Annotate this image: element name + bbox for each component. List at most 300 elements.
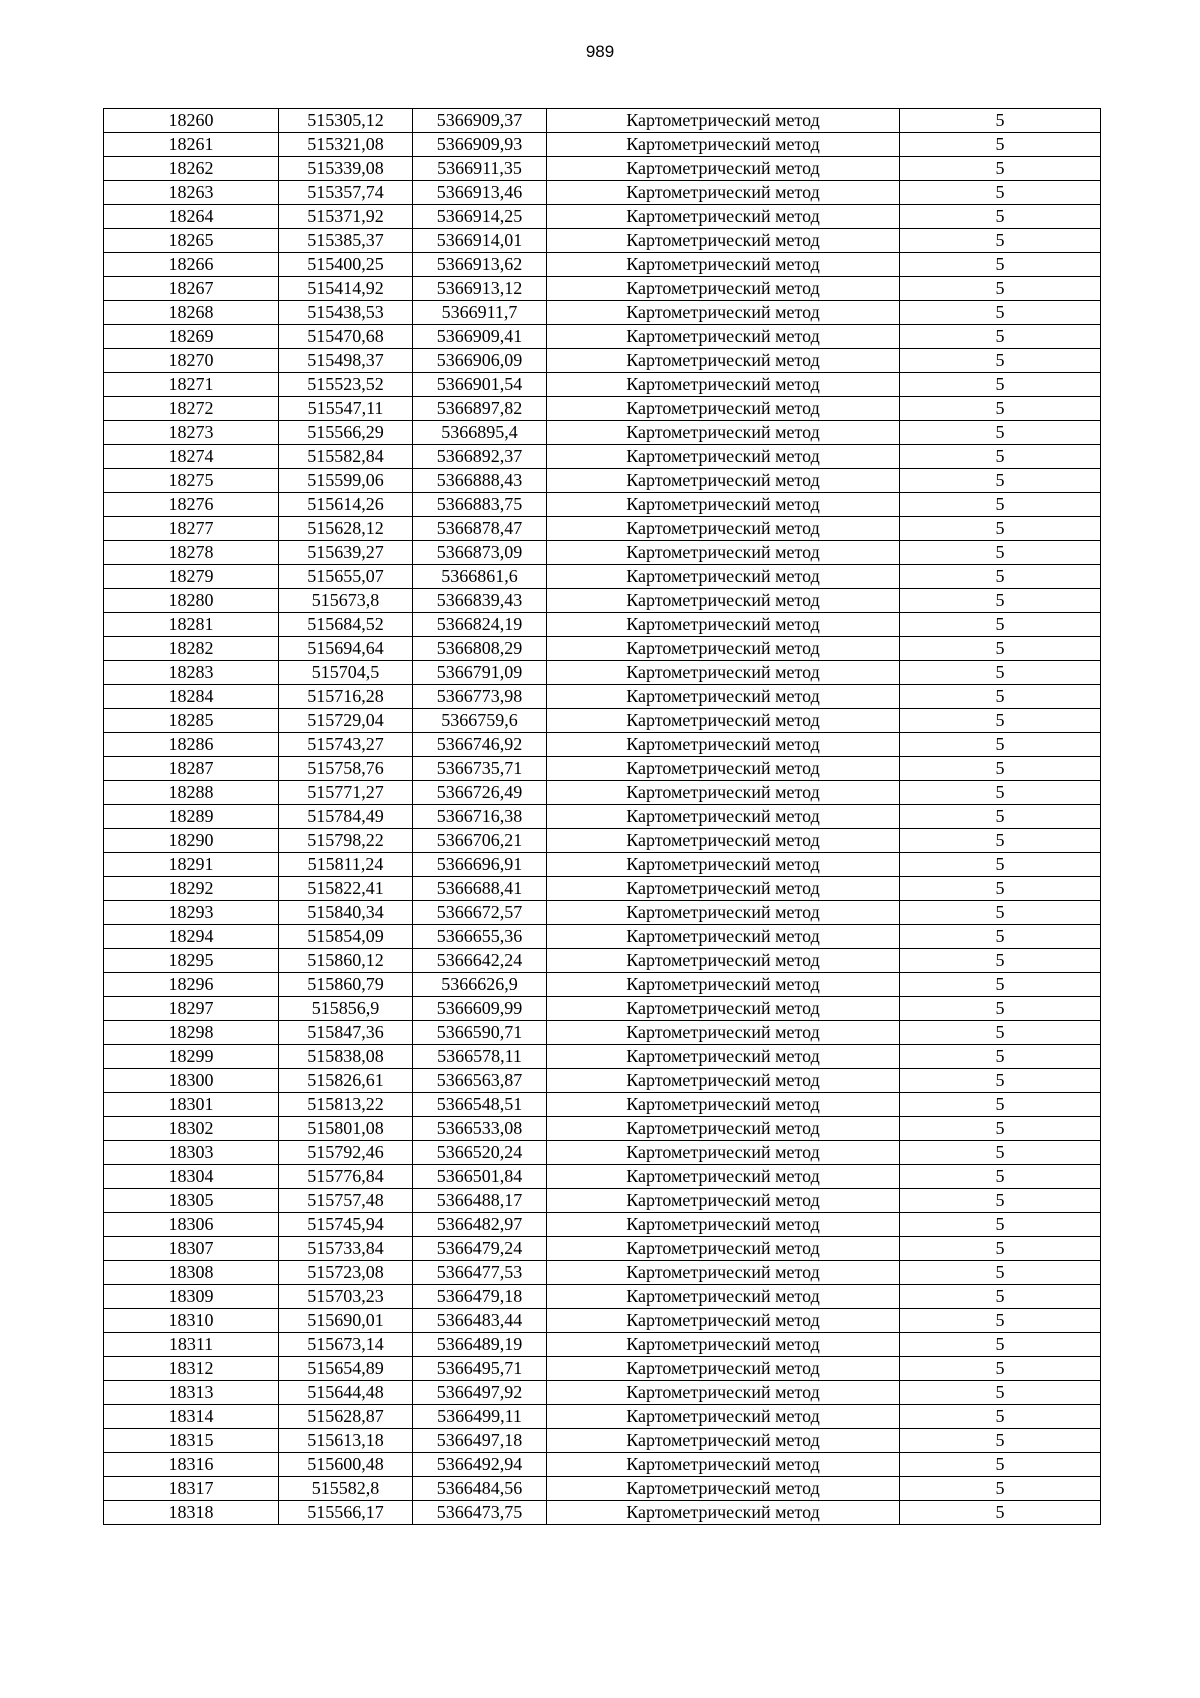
point-number-cell: 18286 xyxy=(104,733,279,757)
x-coordinate-cell: 515400,25 xyxy=(279,253,413,277)
method-cell: Картометрический метод xyxy=(547,1045,900,1069)
accuracy-cell: 5 xyxy=(900,1261,1101,1285)
y-coordinate-cell: 5366773,98 xyxy=(413,685,547,709)
point-number-cell: 18298 xyxy=(104,1021,279,1045)
accuracy-cell: 5 xyxy=(900,1405,1101,1429)
table-row xyxy=(104,1309,1101,1333)
accuracy-cell: 5 xyxy=(900,517,1101,541)
coordinates-table xyxy=(103,108,1101,1525)
x-coordinate-cell: 515703,23 xyxy=(279,1285,413,1309)
y-coordinate-cell: 5366913,62 xyxy=(413,253,547,277)
point-number-cell: 18273 xyxy=(104,421,279,445)
table-row xyxy=(104,1117,1101,1141)
table-row xyxy=(104,877,1101,901)
method-cell: Картометрический метод xyxy=(547,397,900,421)
accuracy-cell: 5 xyxy=(900,733,1101,757)
accuracy-cell: 5 xyxy=(900,1453,1101,1477)
table-row xyxy=(104,901,1101,925)
x-coordinate-cell: 515822,41 xyxy=(279,877,413,901)
accuracy-cell: 5 xyxy=(900,325,1101,349)
x-coordinate-cell: 515523,52 xyxy=(279,373,413,397)
accuracy-cell: 5 xyxy=(900,1237,1101,1261)
y-coordinate-cell: 5366520,24 xyxy=(413,1141,547,1165)
accuracy-cell: 5 xyxy=(900,493,1101,517)
point-number-cell: 18260 xyxy=(104,109,279,133)
y-coordinate-cell: 5366878,47 xyxy=(413,517,547,541)
point-number-cell: 18283 xyxy=(104,661,279,685)
x-coordinate-cell: 515655,07 xyxy=(279,565,413,589)
x-coordinate-cell: 515694,64 xyxy=(279,637,413,661)
table-row xyxy=(104,445,1101,469)
x-coordinate-cell: 515339,08 xyxy=(279,157,413,181)
accuracy-cell: 5 xyxy=(900,925,1101,949)
x-coordinate-cell: 515840,34 xyxy=(279,901,413,925)
accuracy-cell: 5 xyxy=(900,565,1101,589)
y-coordinate-cell: 5366688,41 xyxy=(413,877,547,901)
y-coordinate-cell: 5366883,75 xyxy=(413,493,547,517)
table-row xyxy=(104,637,1101,661)
method-cell: Картометрический метод xyxy=(547,1021,900,1045)
x-coordinate-cell: 515357,74 xyxy=(279,181,413,205)
method-cell: Картометрический метод xyxy=(547,637,900,661)
method-cell: Картометрический метод xyxy=(547,421,900,445)
table-row xyxy=(104,853,1101,877)
method-cell: Картометрический метод xyxy=(547,253,900,277)
x-coordinate-cell: 515757,48 xyxy=(279,1189,413,1213)
point-number-cell: 18305 xyxy=(104,1189,279,1213)
x-coordinate-cell: 515470,68 xyxy=(279,325,413,349)
y-coordinate-cell: 5366489,19 xyxy=(413,1333,547,1357)
y-coordinate-cell: 5366477,53 xyxy=(413,1261,547,1285)
accuracy-cell: 5 xyxy=(900,397,1101,421)
point-number-cell: 18307 xyxy=(104,1237,279,1261)
y-coordinate-cell: 5366824,19 xyxy=(413,613,547,637)
y-coordinate-cell: 5366909,93 xyxy=(413,133,547,157)
point-number-cell: 18284 xyxy=(104,685,279,709)
method-cell: Картометрический метод xyxy=(547,973,900,997)
point-number-cell: 18304 xyxy=(104,1165,279,1189)
table-body xyxy=(104,109,1101,1525)
method-cell: Картометрический метод xyxy=(547,469,900,493)
table-row xyxy=(104,397,1101,421)
x-coordinate-cell: 515385,37 xyxy=(279,229,413,253)
table-row xyxy=(104,709,1101,733)
table-row xyxy=(104,589,1101,613)
table-row xyxy=(104,373,1101,397)
table-row xyxy=(104,1453,1101,1477)
x-coordinate-cell: 515838,08 xyxy=(279,1045,413,1069)
method-cell: Картометрический метод xyxy=(547,901,900,925)
x-coordinate-cell: 515860,12 xyxy=(279,949,413,973)
x-coordinate-cell: 515498,37 xyxy=(279,349,413,373)
x-coordinate-cell: 515614,26 xyxy=(279,493,413,517)
method-cell: Картометрический метод xyxy=(547,109,900,133)
method-cell: Картометрический метод xyxy=(547,733,900,757)
point-number-cell: 18302 xyxy=(104,1117,279,1141)
table-row xyxy=(104,1189,1101,1213)
point-number-cell: 18295 xyxy=(104,949,279,973)
point-number-cell: 18268 xyxy=(104,301,279,325)
x-coordinate-cell: 515599,06 xyxy=(279,469,413,493)
table-row xyxy=(104,1045,1101,1069)
accuracy-cell: 5 xyxy=(900,1357,1101,1381)
x-coordinate-cell: 515771,27 xyxy=(279,781,413,805)
point-number-cell: 18265 xyxy=(104,229,279,253)
accuracy-cell: 5 xyxy=(900,445,1101,469)
x-coordinate-cell: 515792,46 xyxy=(279,1141,413,1165)
table-row xyxy=(104,661,1101,685)
x-coordinate-cell: 515776,84 xyxy=(279,1165,413,1189)
accuracy-cell: 5 xyxy=(900,157,1101,181)
y-coordinate-cell: 5366873,09 xyxy=(413,541,547,565)
y-coordinate-cell: 5366495,71 xyxy=(413,1357,547,1381)
point-number-cell: 18288 xyxy=(104,781,279,805)
method-cell: Картометрический метод xyxy=(547,925,900,949)
point-number-cell: 18285 xyxy=(104,709,279,733)
method-cell: Картометрический метод xyxy=(547,541,900,565)
method-cell: Картометрический метод xyxy=(547,1141,900,1165)
y-coordinate-cell: 5366791,09 xyxy=(413,661,547,685)
accuracy-cell: 5 xyxy=(900,805,1101,829)
method-cell: Картометрический метод xyxy=(547,781,900,805)
point-number-cell: 18276 xyxy=(104,493,279,517)
accuracy-cell: 5 xyxy=(900,373,1101,397)
accuracy-cell: 5 xyxy=(900,1381,1101,1405)
method-cell: Картометрический метод xyxy=(547,373,900,397)
x-coordinate-cell: 515414,92 xyxy=(279,277,413,301)
table-row xyxy=(104,133,1101,157)
accuracy-cell: 5 xyxy=(900,1477,1101,1501)
x-coordinate-cell: 515566,17 xyxy=(279,1501,413,1525)
table-row xyxy=(104,805,1101,829)
y-coordinate-cell: 5366497,92 xyxy=(413,1381,547,1405)
point-number-cell: 18303 xyxy=(104,1141,279,1165)
y-coordinate-cell: 5366839,43 xyxy=(413,589,547,613)
point-number-cell: 18280 xyxy=(104,589,279,613)
method-cell: Картометрический метод xyxy=(547,829,900,853)
point-number-cell: 18279 xyxy=(104,565,279,589)
accuracy-cell: 5 xyxy=(900,1117,1101,1141)
table-row xyxy=(104,1285,1101,1309)
x-coordinate-cell: 515690,01 xyxy=(279,1309,413,1333)
method-cell: Картометрический метод xyxy=(547,229,900,253)
point-number-cell: 18270 xyxy=(104,349,279,373)
method-cell: Картометрический метод xyxy=(547,1117,900,1141)
accuracy-cell: 5 xyxy=(900,901,1101,925)
accuracy-cell: 5 xyxy=(900,277,1101,301)
method-cell: Картометрический метод xyxy=(547,1477,900,1501)
table-row xyxy=(104,1261,1101,1285)
table-row xyxy=(104,1021,1101,1045)
point-number-cell: 18289 xyxy=(104,805,279,829)
accuracy-cell: 5 xyxy=(900,253,1101,277)
table-row xyxy=(104,757,1101,781)
point-number-cell: 18278 xyxy=(104,541,279,565)
accuracy-cell: 5 xyxy=(900,637,1101,661)
x-coordinate-cell: 515600,48 xyxy=(279,1453,413,1477)
method-cell: Картометрический метод xyxy=(547,1261,900,1285)
x-coordinate-cell: 515321,08 xyxy=(279,133,413,157)
method-cell: Картометрический метод xyxy=(547,1285,900,1309)
point-number-cell: 18264 xyxy=(104,205,279,229)
y-coordinate-cell: 5366892,37 xyxy=(413,445,547,469)
point-number-cell: 18275 xyxy=(104,469,279,493)
y-coordinate-cell: 5366501,84 xyxy=(413,1165,547,1189)
method-cell: Картометрический метод xyxy=(547,853,900,877)
x-coordinate-cell: 515613,18 xyxy=(279,1429,413,1453)
method-cell: Картометрический метод xyxy=(547,949,900,973)
y-coordinate-cell: 5366655,36 xyxy=(413,925,547,949)
accuracy-cell: 5 xyxy=(900,853,1101,877)
x-coordinate-cell: 515547,11 xyxy=(279,397,413,421)
y-coordinate-cell: 5366533,08 xyxy=(413,1117,547,1141)
method-cell: Картометрический метод xyxy=(547,1093,900,1117)
accuracy-cell: 5 xyxy=(900,109,1101,133)
accuracy-cell: 5 xyxy=(900,1093,1101,1117)
accuracy-cell: 5 xyxy=(900,181,1101,205)
page-number: 989 xyxy=(585,42,615,61)
table-row xyxy=(104,685,1101,709)
table-row xyxy=(104,1501,1101,1525)
y-coordinate-cell: 5366548,51 xyxy=(413,1093,547,1117)
table-row xyxy=(104,1357,1101,1381)
y-coordinate-cell: 5366488,17 xyxy=(413,1189,547,1213)
accuracy-cell: 5 xyxy=(900,661,1101,685)
table-row xyxy=(104,277,1101,301)
accuracy-cell: 5 xyxy=(900,1285,1101,1309)
accuracy-cell: 5 xyxy=(900,709,1101,733)
accuracy-cell: 5 xyxy=(900,205,1101,229)
table-row xyxy=(104,1477,1101,1501)
point-number-cell: 18308 xyxy=(104,1261,279,1285)
point-number-cell: 18266 xyxy=(104,253,279,277)
method-cell: Картометрический метод xyxy=(547,1165,900,1189)
table-row xyxy=(104,469,1101,493)
method-cell: Картометрический метод xyxy=(547,157,900,181)
table-row xyxy=(104,733,1101,757)
point-number-cell: 18271 xyxy=(104,373,279,397)
table-row xyxy=(104,613,1101,637)
method-cell: Картометрический метод xyxy=(547,301,900,325)
method-cell: Картометрический метод xyxy=(547,205,900,229)
point-number-cell: 18269 xyxy=(104,325,279,349)
point-number-cell: 18314 xyxy=(104,1405,279,1429)
table-row xyxy=(104,1237,1101,1261)
x-coordinate-cell: 515654,89 xyxy=(279,1357,413,1381)
accuracy-cell: 5 xyxy=(900,1213,1101,1237)
table-row xyxy=(104,1093,1101,1117)
table-row xyxy=(104,109,1101,133)
y-coordinate-cell: 5366911,35 xyxy=(413,157,547,181)
x-coordinate-cell: 515758,76 xyxy=(279,757,413,781)
point-number-cell: 18300 xyxy=(104,1069,279,1093)
table-row xyxy=(104,829,1101,853)
point-number-cell: 18290 xyxy=(104,829,279,853)
accuracy-cell: 5 xyxy=(900,973,1101,997)
table-row xyxy=(104,349,1101,373)
point-number-cell: 18309 xyxy=(104,1285,279,1309)
x-coordinate-cell: 515860,79 xyxy=(279,973,413,997)
point-number-cell: 18293 xyxy=(104,901,279,925)
x-coordinate-cell: 515639,27 xyxy=(279,541,413,565)
table-row xyxy=(104,973,1101,997)
method-cell: Картометрический метод xyxy=(547,565,900,589)
x-coordinate-cell: 515684,52 xyxy=(279,613,413,637)
accuracy-cell: 5 xyxy=(900,1429,1101,1453)
accuracy-cell: 5 xyxy=(900,877,1101,901)
y-coordinate-cell: 5366759,6 xyxy=(413,709,547,733)
point-number-cell: 18274 xyxy=(104,445,279,469)
table-row xyxy=(104,229,1101,253)
method-cell: Картометрический метод xyxy=(547,349,900,373)
point-number-cell: 18296 xyxy=(104,973,279,997)
accuracy-cell: 5 xyxy=(900,1045,1101,1069)
point-number-cell: 18312 xyxy=(104,1357,279,1381)
accuracy-cell: 5 xyxy=(900,541,1101,565)
accuracy-cell: 5 xyxy=(900,133,1101,157)
y-coordinate-cell: 5366609,99 xyxy=(413,997,547,1021)
y-coordinate-cell: 5366482,97 xyxy=(413,1213,547,1237)
x-coordinate-cell: 515798,22 xyxy=(279,829,413,853)
method-cell: Картометрический метод xyxy=(547,1213,900,1237)
table-row xyxy=(104,565,1101,589)
y-coordinate-cell: 5366626,9 xyxy=(413,973,547,997)
y-coordinate-cell: 5366861,6 xyxy=(413,565,547,589)
x-coordinate-cell: 515856,9 xyxy=(279,997,413,1021)
x-coordinate-cell: 515811,24 xyxy=(279,853,413,877)
y-coordinate-cell: 5366716,38 xyxy=(413,805,547,829)
point-number-cell: 18262 xyxy=(104,157,279,181)
y-coordinate-cell: 5366895,4 xyxy=(413,421,547,445)
method-cell: Картометрический метод xyxy=(547,1189,900,1213)
y-coordinate-cell: 5366909,37 xyxy=(413,109,547,133)
method-cell: Картометрический метод xyxy=(547,493,900,517)
accuracy-cell: 5 xyxy=(900,421,1101,445)
table-row xyxy=(104,421,1101,445)
table-row xyxy=(104,1405,1101,1429)
point-number-cell: 18316 xyxy=(104,1453,279,1477)
x-coordinate-cell: 515438,53 xyxy=(279,301,413,325)
x-coordinate-cell: 515784,49 xyxy=(279,805,413,829)
x-coordinate-cell: 515628,12 xyxy=(279,517,413,541)
accuracy-cell: 5 xyxy=(900,1333,1101,1357)
accuracy-cell: 5 xyxy=(900,613,1101,637)
point-number-cell: 18313 xyxy=(104,1381,279,1405)
accuracy-cell: 5 xyxy=(900,1309,1101,1333)
y-coordinate-cell: 5366914,25 xyxy=(413,205,547,229)
point-number-cell: 18281 xyxy=(104,613,279,637)
y-coordinate-cell: 5366483,44 xyxy=(413,1309,547,1333)
table-row xyxy=(104,541,1101,565)
method-cell: Картометрический метод xyxy=(547,445,900,469)
method-cell: Картометрический метод xyxy=(547,613,900,637)
point-number-cell: 18261 xyxy=(104,133,279,157)
x-coordinate-cell: 515673,8 xyxy=(279,589,413,613)
y-coordinate-cell: 5366479,24 xyxy=(413,1237,547,1261)
y-coordinate-cell: 5366578,11 xyxy=(413,1045,547,1069)
accuracy-cell: 5 xyxy=(900,949,1101,973)
y-coordinate-cell: 5366746,92 xyxy=(413,733,547,757)
y-coordinate-cell: 5366897,82 xyxy=(413,397,547,421)
method-cell: Картометрический метод xyxy=(547,277,900,301)
x-coordinate-cell: 515854,09 xyxy=(279,925,413,949)
accuracy-cell: 5 xyxy=(900,229,1101,253)
table-row xyxy=(104,1429,1101,1453)
point-number-cell: 18267 xyxy=(104,277,279,301)
point-number-cell: 18311 xyxy=(104,1333,279,1357)
table-row xyxy=(104,997,1101,1021)
x-coordinate-cell: 515813,22 xyxy=(279,1093,413,1117)
table-row xyxy=(104,301,1101,325)
x-coordinate-cell: 515733,84 xyxy=(279,1237,413,1261)
method-cell: Картометрический метод xyxy=(547,805,900,829)
x-coordinate-cell: 515644,48 xyxy=(279,1381,413,1405)
method-cell: Картометрический метод xyxy=(547,1333,900,1357)
method-cell: Картометрический метод xyxy=(547,1501,900,1525)
method-cell: Картометрический метод xyxy=(547,1453,900,1477)
table-row xyxy=(104,1213,1101,1237)
table-row xyxy=(104,925,1101,949)
y-coordinate-cell: 5366499,11 xyxy=(413,1405,547,1429)
table-row xyxy=(104,1381,1101,1405)
table-row xyxy=(104,325,1101,349)
point-number-cell: 18306 xyxy=(104,1213,279,1237)
y-coordinate-cell: 5366642,24 xyxy=(413,949,547,973)
y-coordinate-cell: 5366696,91 xyxy=(413,853,547,877)
x-coordinate-cell: 515371,92 xyxy=(279,205,413,229)
x-coordinate-cell: 515826,61 xyxy=(279,1069,413,1093)
accuracy-cell: 5 xyxy=(900,1069,1101,1093)
accuracy-cell: 5 xyxy=(900,1021,1101,1045)
point-number-cell: 18301 xyxy=(104,1093,279,1117)
table-row xyxy=(104,949,1101,973)
point-number-cell: 18272 xyxy=(104,397,279,421)
accuracy-cell: 5 xyxy=(900,685,1101,709)
method-cell: Картометрический метод xyxy=(547,1429,900,1453)
y-coordinate-cell: 5366706,21 xyxy=(413,829,547,853)
point-number-cell: 18263 xyxy=(104,181,279,205)
point-number-cell: 18277 xyxy=(104,517,279,541)
method-cell: Картометрический метод xyxy=(547,133,900,157)
table-row xyxy=(104,1141,1101,1165)
table-row xyxy=(104,517,1101,541)
y-coordinate-cell: 5366726,49 xyxy=(413,781,547,805)
x-coordinate-cell: 515628,87 xyxy=(279,1405,413,1429)
y-coordinate-cell: 5366913,12 xyxy=(413,277,547,301)
method-cell: Картометрический метод xyxy=(547,1309,900,1333)
table-row xyxy=(104,253,1101,277)
table-row xyxy=(104,181,1101,205)
accuracy-cell: 5 xyxy=(900,781,1101,805)
y-coordinate-cell: 5366672,57 xyxy=(413,901,547,925)
method-cell: Картометрический метод xyxy=(547,589,900,613)
method-cell: Картометрический метод xyxy=(547,1237,900,1261)
y-coordinate-cell: 5366901,54 xyxy=(413,373,547,397)
accuracy-cell: 5 xyxy=(900,829,1101,853)
method-cell: Картометрический метод xyxy=(547,517,900,541)
x-coordinate-cell: 515847,36 xyxy=(279,1021,413,1045)
y-coordinate-cell: 5366906,09 xyxy=(413,349,547,373)
method-cell: Картометрический метод xyxy=(547,757,900,781)
y-coordinate-cell: 5366497,18 xyxy=(413,1429,547,1453)
x-coordinate-cell: 515745,94 xyxy=(279,1213,413,1237)
accuracy-cell: 5 xyxy=(900,469,1101,493)
y-coordinate-cell: 5366913,46 xyxy=(413,181,547,205)
table-row xyxy=(104,781,1101,805)
accuracy-cell: 5 xyxy=(900,589,1101,613)
y-coordinate-cell: 5366492,94 xyxy=(413,1453,547,1477)
table-row xyxy=(104,157,1101,181)
